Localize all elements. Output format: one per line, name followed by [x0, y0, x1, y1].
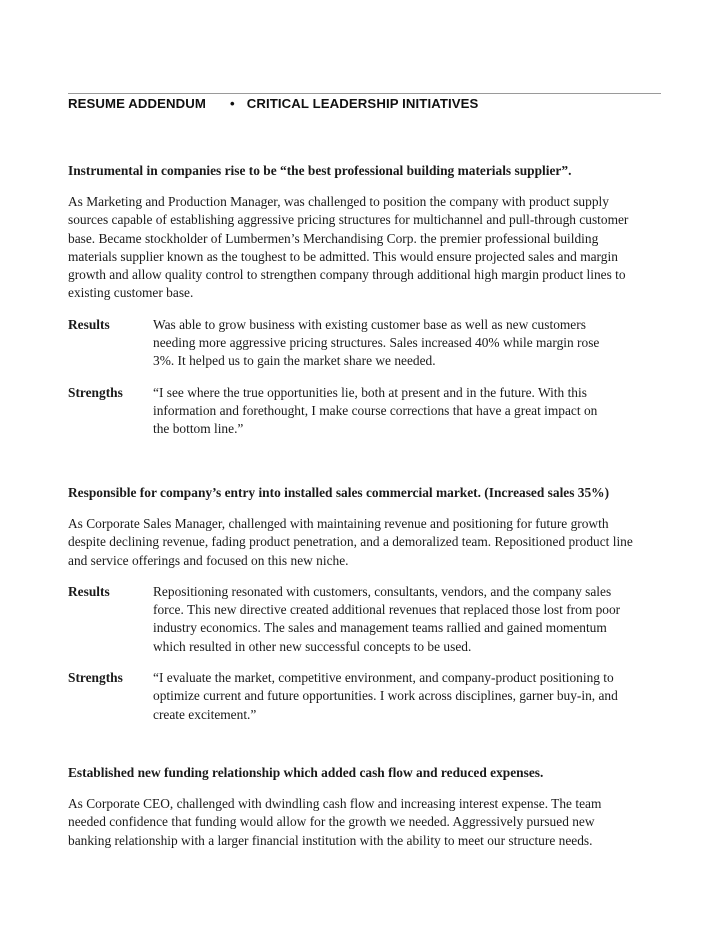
results-line: industry economics. The sales and management teams rallied and gained momentum [153, 620, 607, 636]
description-line: materials supplier known as the toughest to be admitted. This would ensure projected sales and margin [68, 248, 618, 264]
description-line: needed confidence that funding would allow for the growth we needed. Aggressively pursued new [68, 814, 595, 830]
initiative-title: Responsible for company’s entry into installed sales commercial market. (Increased sales 35%) [68, 485, 610, 500]
description-line: despite declining revenue, fading product penetration, and a demoralized team. Repositioned product line [68, 534, 633, 550]
initiative-description [68, 193, 660, 303]
description-line: As Corporate CEO, challenged with dwindling cash flow and increasing interest expense. The team [68, 796, 602, 811]
results-line: force. This new directive created additional revenues that replaced those lost from poor [153, 602, 621, 618]
strengths-line: create excitement.” [153, 706, 257, 722]
description-line: growth and allow quality control to strengthen company through additional high margin product lines to [68, 267, 626, 283]
strengths-line: the bottom line.” [153, 421, 244, 437]
strengths-line: information and forethought, I make course corrections that have a great impact on [153, 402, 598, 418]
header-title: RESUME ADDENDUM [68, 96, 207, 111]
initiative-description [68, 515, 660, 570]
description-line: sources capable of establishing aggressive pricing structures for multichannel and pull-through customer [68, 212, 629, 228]
initiative-section-3 [68, 764, 660, 850]
strengths-row [68, 384, 660, 439]
results-line: Was able to grow business with existing customer base as well as new customers [153, 316, 586, 332]
initiative-description [68, 795, 660, 850]
description-line: and service offerings and focused on this new niche. [68, 552, 349, 568]
results-row [68, 583, 660, 656]
strengths-text [153, 384, 660, 439]
strengths-label: Strengths [68, 384, 123, 400]
initiative-title: Established new funding relationship which added cash flow and reduced expenses. [68, 765, 544, 780]
description-line: As Corporate Sales Manager, challenged with maintaining revenue and positioning for future growth [68, 516, 609, 531]
initiative-title: Instrumental in companies rise to be “the best professional building materials supplier”. [68, 163, 572, 178]
description-line: base. Became stockholder of Lumbermen’s Merchandising Corp. the premier professional building [68, 230, 599, 246]
strengths-line: “I see where the true opportunities lie, both at present and in the future. With this [153, 384, 587, 400]
results-text [153, 316, 660, 371]
initiative-section-2 [68, 484, 660, 724]
document-header [68, 96, 478, 111]
bullet-icon: • [230, 96, 235, 111]
strengths-line: optimize current and future opportunities. I work across disciplines, garner buy-in, and [153, 688, 618, 704]
results-label: Results [68, 583, 110, 599]
header-subtitle: CRITICAL LEADERSHIP INITIATIVES [246, 96, 479, 111]
header-rule [68, 93, 661, 94]
initiative-section-1 [68, 162, 660, 439]
strengths-label: Strengths [68, 670, 123, 686]
strengths-row [68, 669, 660, 724]
results-line: which resulted in other new successful concepts to be used. [153, 638, 472, 654]
results-text [153, 583, 660, 656]
results-line: needing more aggressive pricing structures. Sales increased 40% while margin rose [153, 335, 600, 351]
results-line: 3%. It helped us to gain the market share we needed. [153, 353, 436, 369]
strengths-line: “I evaluate the market, competitive environment, and company-product positioning to [153, 670, 614, 686]
description-line: banking relationship with a larger financial institution with the ability to meet our structure needs. [68, 832, 593, 848]
results-label: Results [68, 316, 110, 332]
description-line: existing customer base. [68, 285, 194, 301]
description-line: As Marketing and Production Manager, was challenged to position the company with product supply [68, 194, 609, 209]
strengths-text [153, 669, 660, 724]
results-line: Repositioning resonated with customers, consultants, vendors, and the company sales [153, 583, 612, 599]
results-row [68, 316, 660, 371]
